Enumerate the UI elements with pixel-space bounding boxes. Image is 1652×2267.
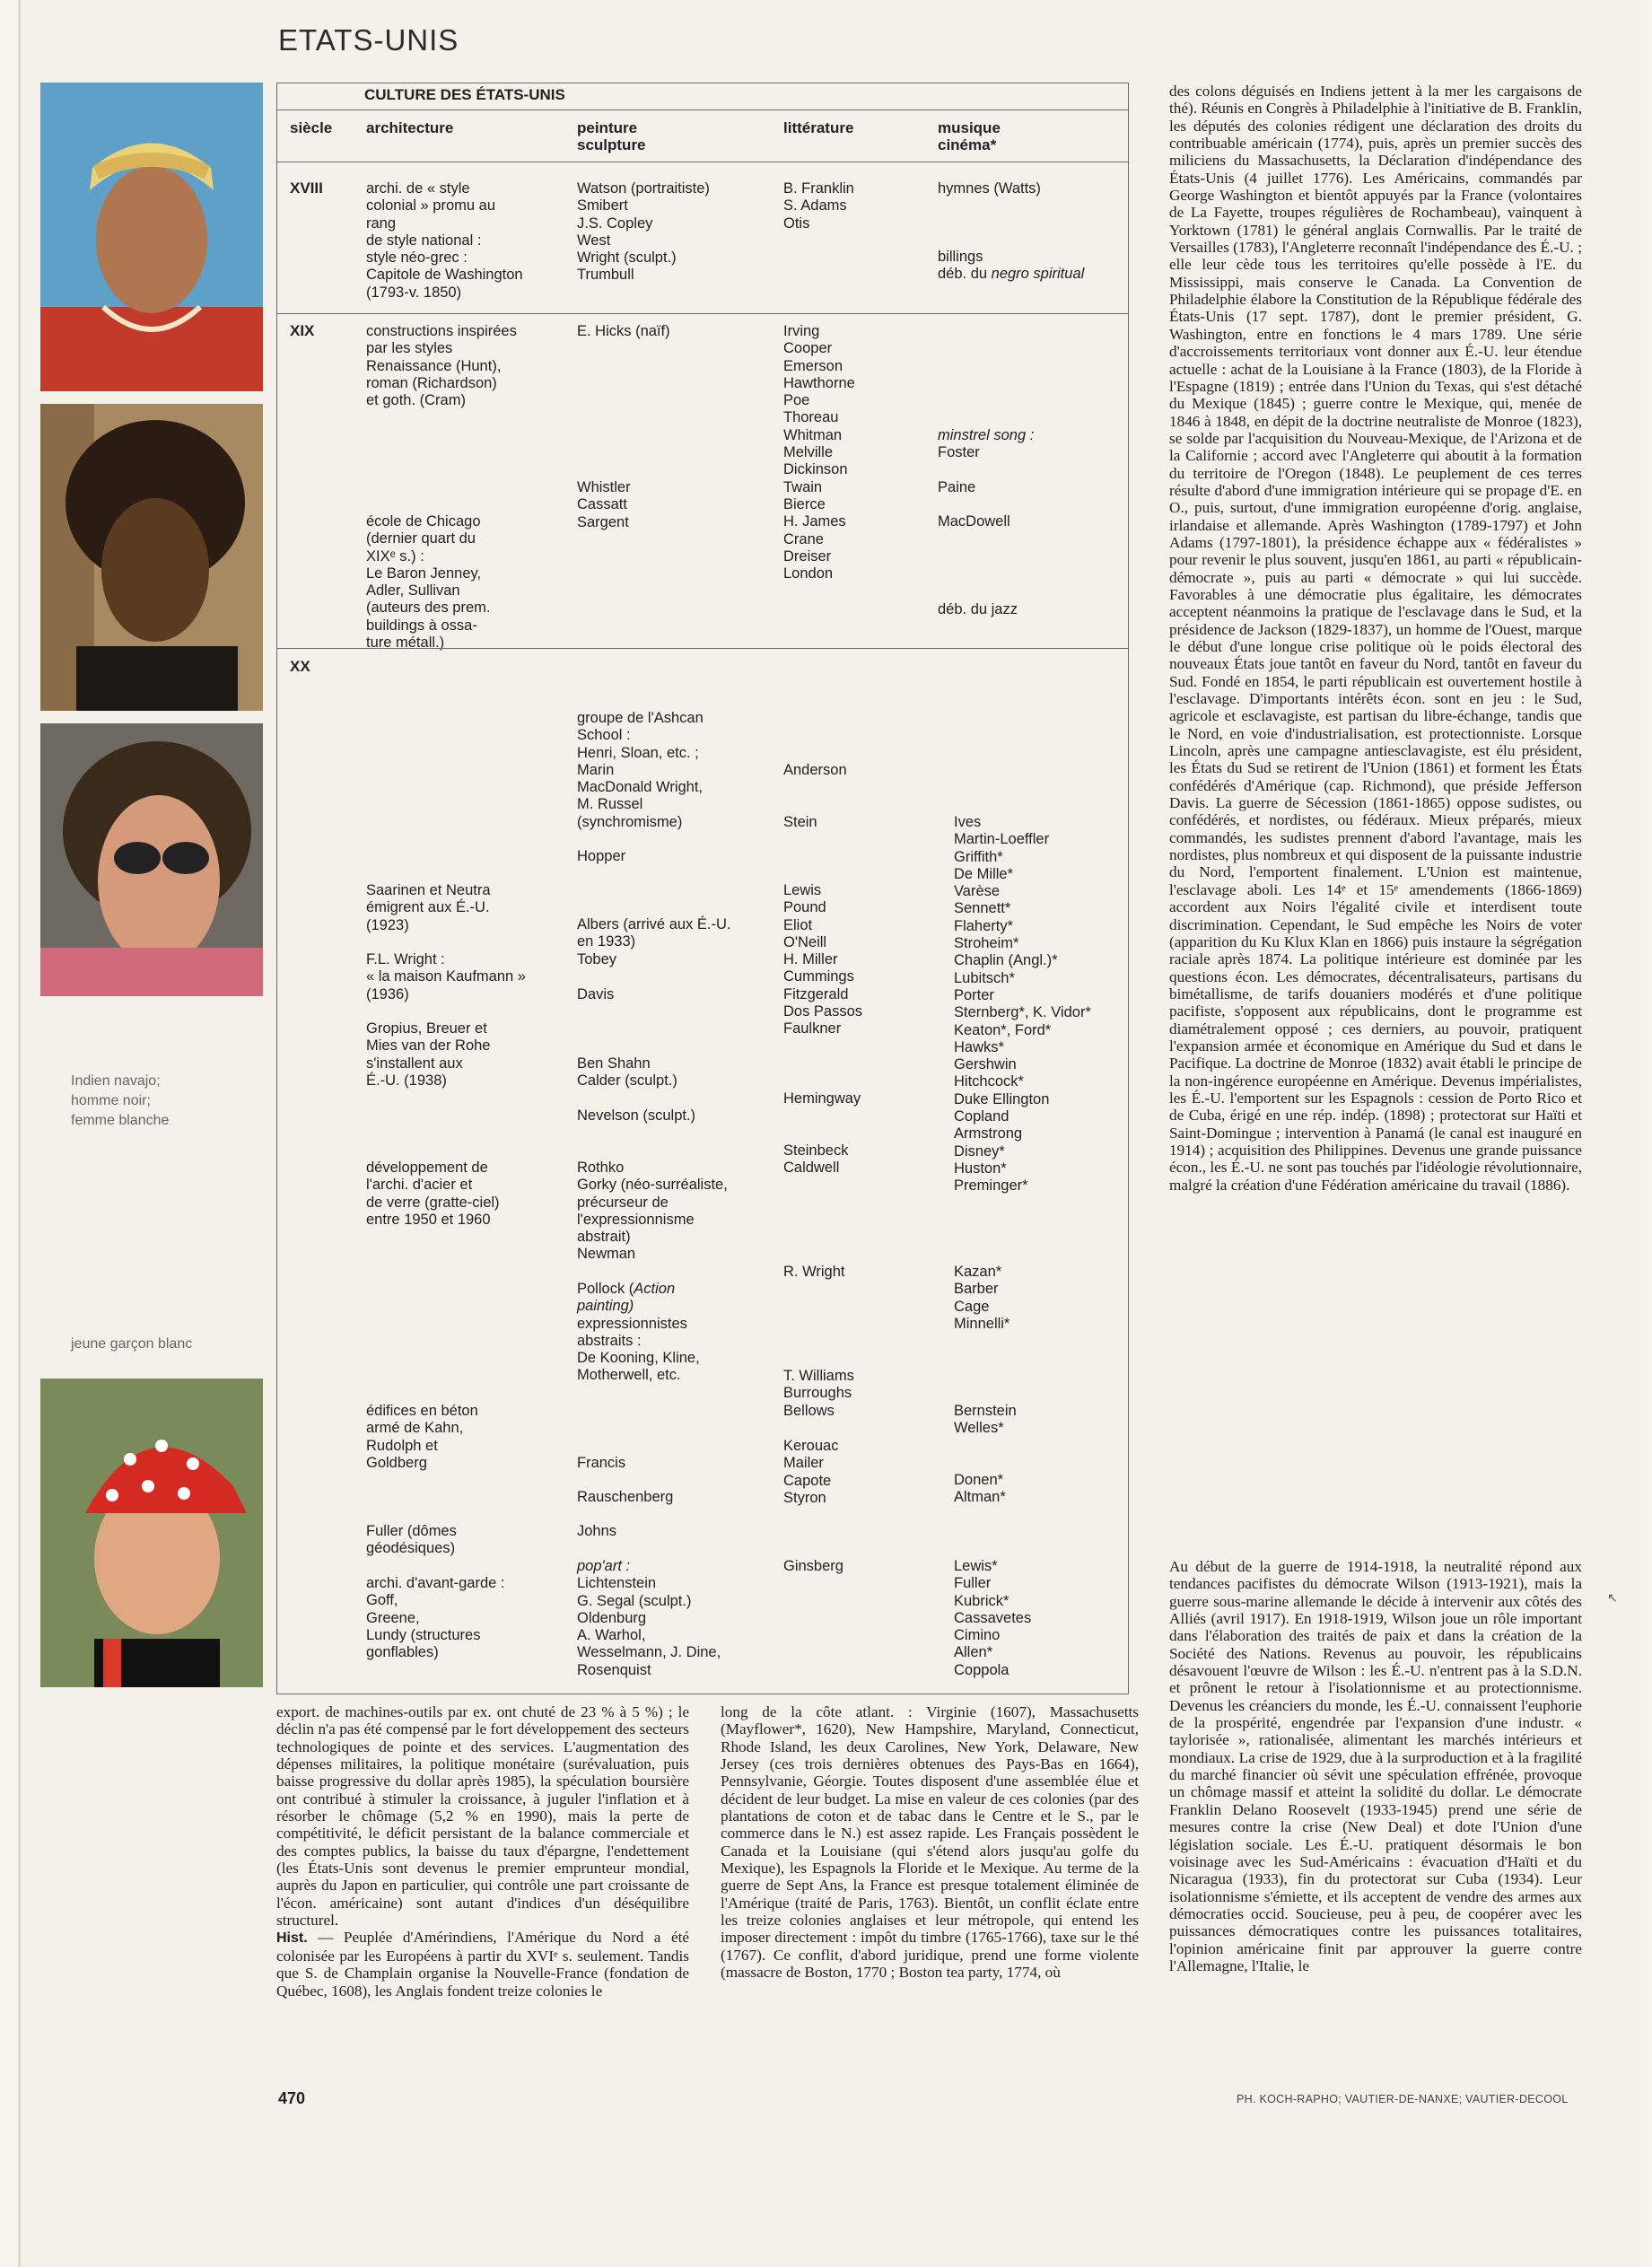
xviii-musique-billings: billings: [938, 249, 983, 265]
xx-litterature-kerouac: Kerouac Mailer Capote Styron: [783, 1438, 839, 1506]
xviii-litterature: B. Franklin S. Adams Otis: [783, 180, 854, 232]
col-header-peinture: peinture sculpture: [577, 119, 646, 153]
century-xx: XX: [290, 658, 310, 675]
xviii-peinture: Watson (portraitiste) Smibert J.S. Copley West Wright (sculpt.) Trumbull: [577, 180, 710, 284]
xx-architecture-avant-garde: archi. d'avant-garde : Goff, Greene, Lundy (structures gonflables): [366, 1575, 505, 1661]
xx-peinture-rothko: Rothko Gorky (néo-surréaliste, précurseur de l'expressionnisme abstrait) Newman: [577, 1160, 728, 1263]
xviii-divider: [276, 313, 1129, 314]
xx-architecture-steel: développement de l'archi. d'acier et de verre (gratte-ciel) entre 1950 et 1960: [366, 1160, 500, 1228]
xx-musique-lewis: Lewis* Fuller Kubrick* Cassavetes Cimino Allen* Coppola: [954, 1558, 1032, 1678]
xx-musique-ives: Ives Martin-Loeffler Griffith* De Mille* Varèse Sennett* Flaherty* Stroheim* Chaplin (Angl.)* Lubitsch* Porter Sternberg*, K. Vidor* Keaton*, Ford* Hawks* Gershwin Hitchcock* Duke Ellington Copland Armstrong Disney* Huston* Preminger*: [954, 814, 1091, 1195]
text-column-bottom-middle: long de la côte atlant. : Virginie (1607), Massachusetts (Mayflower*, 1620), New Hampshire, Maryland, Connecticut, Rhode Island, les deux Carolines, New York, Delaware, New Jersey (ces trois dernières obtenues des Pays-Bas en 1664), Pennsylvanie, Géorgie. Toutes disposent d'une assemblée élue et décident de leur budget. La mise en valeur de ces colonies (par des plantations de coton et de tabac dans le Centre et le S., par le commerce dans le N.) est assez rapide. Les Français possèdent le Canada et la Louisiane (qui s'étend alors jusqu'au golfe du Mexique), les Espagnols la Floride et le Mexique. Au terme de la guerre de Sept Ans, la France est presque totalement éliminée de l'Amérique (traité de Paris, 1763). Bientôt, un conflit éclate entre les treize colonies anglaises et leur métropole, qui entend les imposer directement : impôt du timbre (1765-1766), taxe sur le thé (1767). Ce conflit, d'abord juridique, prend une forme violente (massacre de Boston, 1770 ; Boston tea party, 1774, où: [721, 1703, 1139, 1982]
xx-peinture-albers: Albers (arrivé aux É.-U. en 1933) Tobey: [577, 916, 731, 967]
xviii-musique-spiritual: déb. du negro spiritual: [938, 266, 1085, 282]
text-column-bottom-left: export. de machines-outils par ex. ont chuté de 23 % à 5 %) ; le déclin n'a pas été compensé par le fort développement des secteurs technologiques de pointe et des services. L'augmentation des dépenses militaires, la politique monétaire (surévaluation, puis baisse progressive du dollar après 1985), la spéculation boursière ont contribué à stimuler la croissance, à juguler l'inflation et à résorber le chômage (5,2 % en 1990), mais la perte de compétitivité, le déficit persistant de la balance commerciale et des comptes publics, la baisse du taux d'épargne, l'endettement (les États-Unis sont devenus le premier emprunteur mondial, auprès du Japon en particulier, qui contrôle une part croissante de l'écon. américaine) sont autant d'indices d'un déséquilibre structurel. Hist. — Peuplée d'Amérindiens, l'Amérique du Nord a été colonisée par les Européens à partir du XVIᵉ s. seulement. Tandis que S. de Champlain organise la Nouvelle-France (fondation de Québec, 1608), les Anglais fondent treize colonies le: [276, 1703, 689, 2000]
xx-musique-kazan: Kazan* Barber Cage Minnelli*: [954, 1264, 1010, 1332]
col-header-litterature: littérature: [783, 119, 854, 136]
xx-architecture-kahn: édifices en béton armé de Kahn, Rudolph et Goldberg: [366, 1403, 478, 1471]
table-title-divider: [276, 109, 1129, 110]
xix-musique-foster: Foster: [938, 444, 980, 460]
xx-musique-donen: Donen* Altman*: [954, 1472, 1006, 1506]
xviii-architecture: archi. de « style colonial » promu au rang de style national : style néo-grec : Capitole de Washington (1793-v. 1850): [366, 180, 523, 301]
xix-divider: [276, 648, 1129, 649]
xx-litterature-stein: Stein: [783, 814, 817, 830]
xx-architecture-fuller: Fuller (dômes géodésiques): [366, 1523, 457, 1557]
xix-architecture-styles: constructions inspirées par les styles Renaissance (Hunt), roman (Richardson) et goth. (Cram): [366, 323, 517, 409]
xx-peinture-nevelson: Nevelson (sculpt.): [577, 1107, 696, 1124]
xix-musique-minstrel: minstrel song :: [938, 427, 1035, 443]
photo-credits: PH. KOCH-RAPHO; VAUTIER-DE-NANXE; VAUTIER-DECOOL: [1237, 2093, 1569, 2105]
xx-peinture-shahn: Ben Shahn Calder (sculpt.): [577, 1055, 677, 1090]
table-title: CULTURE DES ÉTATS-UNIS: [364, 86, 565, 103]
page-number: 470: [278, 2089, 306, 2107]
xx-peinture-johns: Johns: [577, 1523, 617, 1539]
xx-litterature-anderson: Anderson: [783, 762, 847, 778]
xx-litterature-wright: R. Wright: [783, 1264, 845, 1280]
caption-bottom: jeune garçon blanc: [71, 1336, 193, 1352]
xx-litterature-williams: T. Williams Burroughs Bellows: [783, 1368, 854, 1419]
caption-top: Indien navajo; homme noir; femme blanche: [71, 1073, 170, 1128]
xx-peinture-popart: pop'art : Lichtenstein G. Segal (sculpt.) Oldenburg A. Warhol, Wesselmann, J. Dine, Rosenquist: [577, 1558, 721, 1678]
century-xviii: XVIII: [290, 179, 323, 197]
xviii-musique-hymnes: hymnes (Watts): [938, 180, 1041, 197]
xix-litterature: Irving Cooper Emerson Hawthorne Poe Thoreau Whitman Melville Dickinson Twain Bierce H. James Crane Dreiser London: [783, 323, 855, 582]
text-column-right-top: des colons déguisés en Indiens jettent à la mer les cargaisons de thé). Réunis en Congrès à Philadelphie à l'initiative de B. Franklin, les députés des colonies rédigent une déclaration des droits du contribuable américain (1774), puis, après un premier succès des miliciens du Massachusetts, la Déclaration d'indépendance des États-Unis (4 juillet 1776). Les Américains, commandés par George Washington et bientôt appuyés par la France (volontaires de La Fayette, troupes régulières de Rochambeau), vainquent à Yorktown (1781) le général anglais Cornwallis. Par le traité de Versailles (1783), l'Angleterre reconnaît l'indépendance des É.-U. ; elle leur cède tous les territoires qu'elle possède à l'E. du Mississippi, mais conserve le Canada. La Convention de Philadelphie élabore la Constitution de la République fédérale des États-Unis (17 sept. 1787), dont le premier président, G. Washington, entre en fonctions le 4 mars 1789. Une série d'accroissements territoriaux vont donner aux É.-U. leur étendue actuelle : achat de la Louisiane à la France (1803), de la Floride à l'Espagne (1819) ; entrée dans l'Union du Texas, qui s'est détaché du Mexique (1845) ; guerre contre le Mexique, qui, menée de 1846 à 1848, en dépit de la doctrine neutraliste de Monroe (1823), se solde par l'acquisition du Nouveau-Mexique, de l'Arizona et de la Californie ; accord avec l'Angleterre qui aboutit à la formation du territoire de l'Oregon (1848). Le peuplement de ces terres résulte d'abord d'une immigration intérieure qui se propage d'E. en O., puis, surtout, d'une immigration européenne d'orig. anglaise, irlandaise et allemande. Après Washington (1789-1797) et John Adams (1797-1801), la présidence échappe aux « fédéralistes » pour revenir le plus souvent, jusqu'en 1861, au parti « républicain-démocrate », puis au parti « démocrate » qui lui succède. Favorables à une démocratie plus égalitaire, les démocrates acceptent néanmoins la pratique de l'esclavage dans le Sud, et la présidence de Jackson (1829-1837), un homme de l'Ouest, marque le début d'une longue crise politique où le poids électoral des nouveaux États joue tantôt en faveur du Nord, tantôt en faveur du Sud. Fondé en 1854, le parti républicain est ouvertement hostile à l'esclavage. D'importants intérêts écon. sont en jeu : le Sud, agricole et esclavagiste, est partisan du libre-échange, tandis que le Nord, en voie d'industrialisation, est protectionniste. Lorsque Lincoln, après une campagne antiesclavagiste, est élu président, les États du Sud se retirent de l'Union (1861) et forment les États confédérés d'Amérique (cap. Richmond), que préside Jefferson Davis. La guerre de Sécession (1861-1865) oppose sudistes, ou confédérés, et nordistes, ou fédéraux. Mieux préparés, mieux commandés, les sudistes prennent d'abord l'avantage, mais les nordistes, plus nombreux et qui disposent de la puissante industrie du Nord, l'emportent finalement. L'Union est maintenue, l'esclavage aboli. Les 14ᵉ et 15ᵉ amendements (1866-1869) accordent aux Noirs l'égalité civile et interdisent toute discrimination. Cependant, le Sud empêche les Noirs de voter (apparition du Ku Klux Klan en 1866) puis instaure la ségrégation raciale après 1874. La politique intérieure est dominée par les questions écon. Les démocrates, décentralisateurs, partisans du bimétallisme, de tarifs douaniers modérés et d'une politique pacifiste, s'opposent aux républicains, dont le programme est diamétralement opposé ; ces derniers, au pouvoir, pratiquent l'expansion armée et économique en Amérique du Sud et dans le Pacifique. La doctrine de Monroe (1832) avait établi le principe de la non-ingérence européenne en Amérique. Devenus impérialistes, les É.-U. l'emportent sur les Espagnols : cession de Porto Rico et de Cuba, érigé en une rép. indép. (1898) ; protectorat sur Haïti et Saint-Domingue ; intervention à Panamá (le canal est inauguré en 1914) ; acquisition des Philippines. Devenus une grande puissance écon., les É.-U. ne sont pas touchés par l'idéologie révolutionnaire, malgré la création d'une Fédération américaine du travail (1886).: [1169, 83, 1582, 1194]
text-column-right-bottom: Au début de la guerre de 1914-1918, la neutralité répond aux tendances pacifistes du démocrate Wilson (1913-1921), mais la guerre sous-marine allemande le décide à intervenir aux côtés des Alliés (avril 1917). En 1918-1919, Wilson joue un rôle important dans l'élaboration des traités de paix et dans la création de la Société des Nations. Revenus au pouvoir, les républicains désavouent l'œuvre de Wilson : les É.-U. n'entrent pas à la S.D.N. et prônent le retour à l'isolationnisme et au protectionnisme. Devenus les créanciers du monde, les É.-U. connaissent l'euphorie de la prospérité, engendrée par l'expansion d'une industr. « taylorisée », rationalisée, alimentant les marchés intérieurs et mondiaux. La crise de 1929, due à la surproduction et à la fragilité du marché financier où sévit une spéculation effrénée, provoque un chômage massif et atteint la solidité du dollar. Le démocrate Franklin Delano Roosevelt (1933-1945) prend une série de mesures contre la crise (New Deal) et dote l'Union d'une législation sociale. Les É.-U. pratiquent désormais le bon voisinage avec les Sud-Américains : évacuation d'Haïti et du Nicaragua (1933), fin du protectorat sur Cuba (1934). Leur isolationnisme s'émiette, et ils acceptent de vendre des armes aux démocraties occid. Soucieuse, peu à peu, de coopérer avec les puissances démocratiques contre les puissances totalitaires, l'opinion américaine finit par approuver la guerre contre l'Allemagne, l'Italie, le: [1169, 1558, 1582, 1974]
xx-peinture-pollock: Pollock (Action painting) expressionnistes abstraits : De Kooning, Kline, Motherwell, etc.: [577, 1281, 700, 1384]
hist-label: Hist.: [276, 1930, 308, 1947]
xx-peinture-francis: Francis: [577, 1455, 626, 1471]
xx-architecture-wright: F.L. Wright : « la maison Kaufmann » (1936): [366, 951, 526, 1002]
photo-navajo: [40, 83, 263, 391]
photo-white-boy: [40, 1379, 263, 1687]
xx-architecture-saarinen: Saarinen et Neutra émigrent aux É.-U. (1923): [366, 882, 491, 933]
xix-peinture-hicks: E. Hicks (naïf): [577, 323, 670, 339]
col-header-musique: musique cinéma*: [938, 119, 1001, 153]
xix-peinture-whistler: Whistler Cassatt Sargent: [577, 479, 631, 530]
xix-musique-paine: Paine: [938, 479, 976, 495]
margin-mark: ↖: [1607, 1590, 1618, 1605]
century-xix: XIX: [290, 322, 315, 339]
photo-black-man: [40, 404, 263, 711]
xx-litterature-ginsberg: Ginsberg: [783, 1558, 843, 1574]
xix-musique-jazz: déb. du jazz: [938, 601, 1018, 617]
xix-architecture-chicago: école de Chicago (dernier quart du XIXᵉ s.) : Le Baron Jenney, Adler, Sullivan (auteurs des prem. buildings à ossa- ture métall.): [366, 513, 491, 652]
page-title: ETATS-UNIS: [278, 23, 459, 57]
xx-peinture-davis: Davis: [577, 986, 615, 1002]
xx-peinture-rauschenberg: Rauschenberg: [577, 1489, 674, 1505]
xx-peinture-hopper: Hopper: [577, 848, 626, 864]
xx-musique-bernstein: Bernstein Welles*: [954, 1403, 1017, 1437]
xix-musique-macdowell: MacDowell: [938, 513, 1010, 530]
xx-architecture-gropius: Gropius, Breuer et Mies van der Rohe s'installent aux É.-U. (1938): [366, 1020, 491, 1089]
xx-peinture-ashcan: groupe de l'Ashcan School : Henri, Sloan, etc. ; Marin MacDonald Wright, M. Russel (synchromisme): [577, 710, 704, 830]
col-header-siecle: siècle: [290, 119, 333, 136]
xx-litterature-steinbeck: Steinbeck Caldwell: [783, 1142, 849, 1177]
col-header-architecture: architecture: [366, 119, 454, 136]
photo-white-woman: [40, 723, 263, 996]
xx-litterature-lewis: Lewis Pound Eliot O'Neill H. Miller Cummings Fitzgerald Dos Passos Faulkner: [783, 882, 863, 1037]
page: [18, 0, 1640, 2267]
xx-litterature-hemingway: Hemingway: [783, 1090, 861, 1107]
